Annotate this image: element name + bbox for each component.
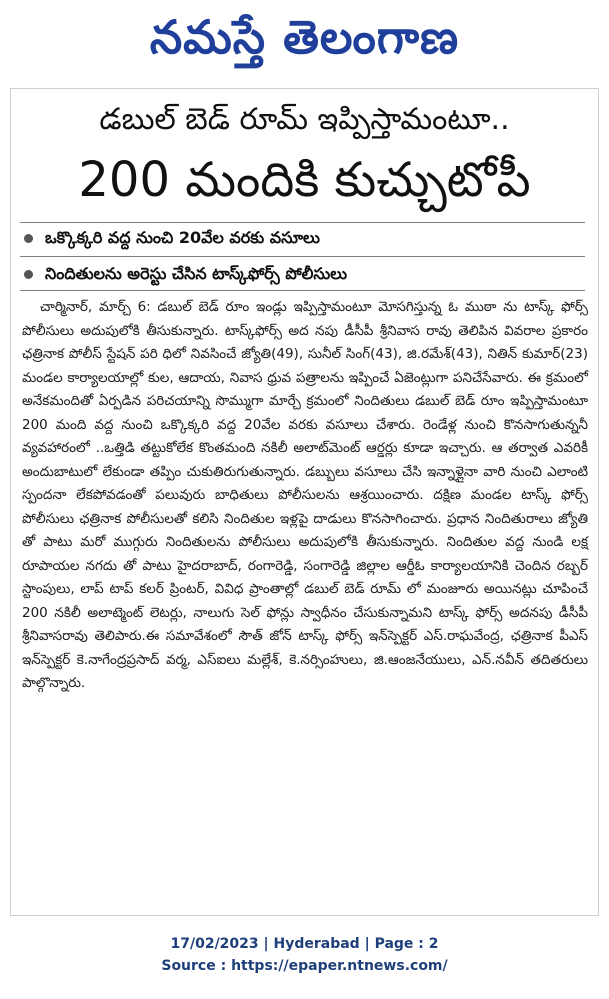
bullet-icon — [24, 234, 33, 243]
headline-line-2: 200 మందికి కుచ్చుటోపీ — [78, 152, 531, 208]
article-body — [22, 296, 588, 696]
subhead-text: ఒక్కొక్కరి వద్ద నుంచి 20వేల వరకు వసూలు — [45, 228, 320, 247]
subhead-text: నిందితులను అరెస్టు చేసిన టాస్క్‌ఫోర్స్ పోలీసులు — [45, 264, 348, 283]
divider — [20, 256, 585, 257]
bullet-icon — [24, 270, 33, 279]
newspaper-masthead: నమస్తే తెలంగాణ — [149, 10, 460, 64]
headline-line-1: డబుల్ బెడ్ రూమ్ ఇప్పిస్తామంటూ.. — [99, 102, 510, 137]
footer-date-line: 17/02/2023 | Hyderabad | Page : 2 — [170, 936, 439, 952]
article-paragraph: చార్మినార్, మార్చ్ 6: డబుల్ బెడ్ రూం ఇండ్లు ఇప్పిస్తామంటూ మోసగిస్తున్న ఓ ముఠా ను టాస్క్ ఫోర్స్ పోలీసులు అదుపులోకి తీసుకున్నారు. టాస్క్‌ఫోర్స్ అద నపు డీసీపీ శ్రీనివాస రావు తెలిపిన వివరాల ప్రకారం ఛత్రినాక పోలీస్ స్టేషన్ పరి ధిలో నివసించే జ్యోతి(49), సునీల్ సింగ్(43), జి.రమేశ్(43), నితిన్ కుమార్(23) మండల కార్యాలయాల్లో కుల, ఆదాయ, నివాస ధ్రువ పత్రాలను ఇప్పించే ఏజెంట్లుగా పనిచేసేవారు. ఈ క్రమంలో అనేకమందితో ఏర్పడిన పరిచయాన్ని సొమ్ముగా మార్చే క్రమంలో నిందితులు డబుల్ బెడ్ రూం ఇప్పిస్తామంటూ 200 మంది వద్ద నుంచి ఒక్కొక్కరి వద్ద 20వేల వరకు వసూలు చేశారు. రెండేళ్ల నుంచి కొనసాగుతున్ననీ వ్యవహారంలో ..ఒత్తిడి తట్టుకోలేక కొంతమంది నకిలీ అలాట్‌మెంట్ ఆర్డర్లు కూడా ఇచ్చారు. ఆ తర్వాత ఎవరికీ అందుబాటులో లేకుండా తప్పిం చుకుతిరుగుతున్నారు. డబ్బులు వసూలు చేసి ఇన్నాళ్లైనా వారి నుంచి ఎలాంటి స్పందనా లేకపోవడంతో పలువురు బాధితులు పోలీసులను ఆశ్రయించారు. దక్షిణ మండల టాస్క్ ఫోర్స్ పోలీసులు ఛత్రినాక పోలీసులతో కలిసి నిందితుల ఇళ్లపై దాడులు కొనసాగించారు. ప్రధాన నిందితురాలు జ్యోతి తో పాటు మరో ముగ్గురు నిందితులను పోలీసులు అదుపులోకి తీసుకున్నారు. నిందితుల వద్ద నుండి లక్ష రూపాయల నగదు తో పాటు హైదరాబాద్, రంగారెడ్డి, సంగారెడ్డి జిల్లాల ఆర్డీఓ కార్యాలయానికి చెందిన రబ్బర్ స్టాంపులు, లాప్ టాప్ కలర్ ప్రింటర్, వివిధ ప్రాంతాల్లో డబుల్ బెడ్ రూమ్ లో మంజూరు అయినట్లు చూపించే 200 నకిలీ అలాట్మెంట్ లెటర్లు, నాలుగు సెల్ ఫోన్లు స్వాధీనం చేసుకున్నామని టాస్క్ ఫోర్స్ అదనపు డీసీపీ శ్రీనివాసరావు తెలిపారు.ఈ సమావేశంలో సౌత్ జోన్ టాస్క్ ఫోర్స్ ఇన్‌స్పెక్టర్ ఎస్.రాఘవేంద్ర, ఛత్రినాక పీఎస్ ఇన్‌స్పెక్టర్ కె.నాగేంద్రప్రసాద్ వర్మ, ఎస్ఐలు మల్లేశ్, కె.నర్సింహులు, జి.ఆంజనేయులు, ఎన్.నవీన్ తదితరులు పాల్గొన్నారు. — [22, 299, 588, 691]
subhead-2 — [24, 262, 584, 286]
divider — [20, 222, 585, 223]
divider — [20, 290, 585, 291]
subhead-1 — [24, 226, 584, 250]
footer-source-link[interactable]: Source : https://epaper.ntnews.com/ — [161, 958, 448, 974]
